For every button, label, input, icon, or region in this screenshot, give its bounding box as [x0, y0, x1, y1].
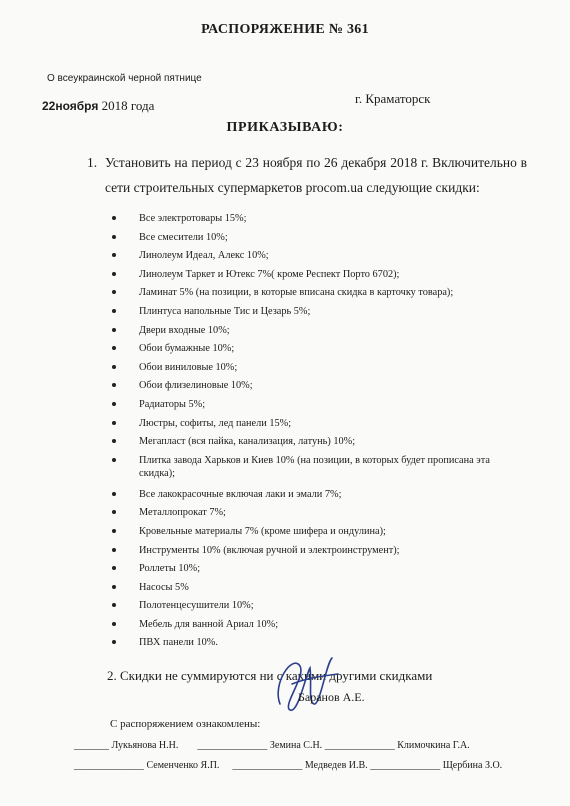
list-item: Линолеум Таркет и Ютекс 7%( кроме Респект Порто 6702); [112, 268, 512, 287]
signature-blank: _______ [405, 760, 441, 771]
list-item: Полотенцесушители 10%; [112, 599, 512, 618]
list-item: Насосы 5% [112, 581, 512, 600]
employee-name: Медведев И.В. [304, 760, 368, 771]
list-item: Обои виниловые 10%; [112, 361, 512, 380]
list-item: Все смесители 10%; [112, 231, 512, 250]
signatures-row-1 [74, 740, 554, 751]
list-item: Роллеты 10%; [112, 562, 512, 581]
signature-blank: _______ [74, 740, 109, 751]
signer-name: Баранов А.Е. [298, 690, 365, 704]
signature-blank: _______ [232, 740, 268, 751]
signatures-row-2 [74, 760, 554, 771]
document-title: РАСПОРЯЖЕНИЕ № 361 [201, 22, 369, 37]
clause-1-text: Установить на период с 23 ноября по 26 декабря 2018 г. Включительно в сети строительных супермаркетов procom.ua следующие скидки: [105, 155, 527, 195]
signature-blank: _______ [232, 760, 268, 771]
signature-blank: _______ [109, 760, 144, 771]
list-item: Радиаторы 5%; [112, 398, 512, 417]
order-heading: ПРИКАЗЫВАЮ: [226, 120, 344, 135]
list-item: Ламинат 5% (на позиции, в которые вписана скидка в карточку товара); [112, 286, 512, 305]
date-year: 2018 года [98, 98, 155, 113]
document-date [42, 98, 154, 114]
acknowledgement-label: С распоряжением ознакомлены: [110, 718, 261, 730]
date-day: 22ноября [42, 99, 99, 113]
document-subject: О всеукраинской черной пятнице [47, 73, 202, 84]
list-item: Обои флизелиновые 10%; [112, 379, 512, 398]
list-item: Двери входные 10%; [112, 324, 512, 343]
employee-name: Земина С.Н. [269, 740, 323, 751]
list-item: Обои бумажные 10%; [112, 342, 512, 361]
list-item: Инструменты 10% (включая ручной и электроинструмент); [112, 544, 512, 563]
list-item: Все электротовары 15%; [112, 212, 512, 231]
signature-blank: _______ [324, 740, 360, 751]
employee-name: Лукьянова Н.Н. [111, 740, 179, 751]
clause-1 [87, 150, 527, 200]
signature-blank: _______ [267, 760, 303, 771]
signature-blank: _______ [370, 760, 406, 771]
list-item: Плинтуса напольные Тис и Цезарь 5%; [112, 305, 512, 324]
clause-1-number: 1. [87, 155, 98, 170]
signature-blank: _______ [359, 740, 395, 751]
list-item: Металлопрокат 7%; [112, 506, 512, 525]
list-item: Кровельные материалы 7% (кроме шифера и ондулина); [112, 525, 512, 544]
signature-blank: _______ [74, 760, 109, 771]
clause-2: 2. Скидки не суммируются ни с какими другими скидками [107, 668, 433, 683]
signature-blank: _______ [197, 740, 233, 751]
list-item: Мегапласт (вся пайка, канализация, латунь) 10%; [112, 435, 512, 454]
discount-list [112, 212, 512, 655]
list-item: Линолеум Идеал, Алекс 10%; [112, 249, 512, 268]
employee-name: Щербина З.О. [442, 760, 503, 771]
list-item: Люстры, софиты, лед панели 15%; [112, 417, 512, 436]
employee-name: Климочкина Г.А. [397, 740, 470, 751]
document-city: г. Краматорск [355, 91, 431, 106]
list-item: Мебель для ванной Ариал 10%; [112, 618, 512, 637]
signature-icon [262, 644, 352, 724]
list-item: ПВХ панели 10%. [112, 636, 512, 655]
list-item: Плитка завода Харьков и Киев 10% (на позиции, в которых будет прописана эта скидка); [112, 454, 512, 488]
employee-name: Семенченко Я.П. [146, 760, 220, 771]
list-item: Все лакокрасочные включая лаки и эмали 7%; [112, 488, 512, 507]
